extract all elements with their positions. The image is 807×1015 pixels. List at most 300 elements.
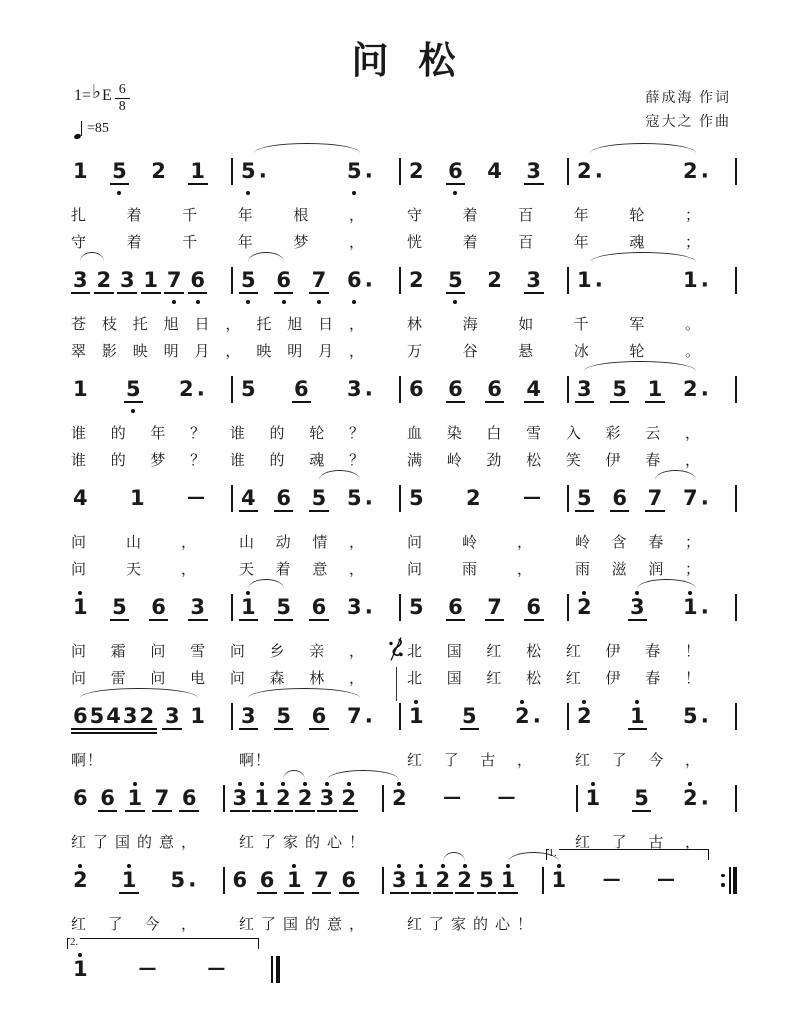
note	[298, 780, 313, 824]
note-digit: 1	[551, 867, 567, 892]
note-digit: 1	[143, 267, 159, 292]
key-prefix: 1=	[74, 87, 92, 105]
eighth-underline	[230, 810, 250, 812]
eighth-underline	[575, 401, 595, 403]
note-digit: 6	[487, 376, 502, 401]
measure	[401, 698, 567, 742]
octave-up-dot	[397, 780, 401, 787]
dot-after: ·	[364, 272, 373, 298]
note	[241, 262, 256, 306]
note-digit: 7	[647, 485, 663, 510]
note	[683, 589, 709, 633]
octave-up-dot	[347, 780, 351, 787]
octave-up-dot	[414, 698, 418, 705]
note	[448, 371, 463, 415]
eighth-underline	[117, 292, 137, 294]
note-digit: 5	[241, 158, 256, 183]
measure	[65, 480, 231, 524]
note-digit: 7	[166, 267, 182, 292]
note-digit: 3	[630, 594, 645, 619]
note-digit: 5	[311, 485, 327, 510]
final-barline	[271, 956, 280, 983]
note	[312, 480, 327, 524]
measure	[65, 698, 231, 742]
eighth-underline	[152, 810, 172, 812]
note	[182, 780, 197, 824]
note-digit: 5	[409, 485, 424, 510]
note-digit: 6	[232, 867, 248, 892]
measure	[65, 153, 231, 197]
octave-up-dot	[325, 780, 329, 787]
octave-up-dot	[520, 698, 524, 705]
note-digit: 3	[526, 267, 541, 292]
measure	[65, 780, 223, 824]
octave-up-dot	[78, 951, 82, 958]
octave-up-dot	[582, 698, 586, 705]
note	[347, 371, 373, 415]
lyric-line	[65, 315, 737, 335]
notes-row	[65, 262, 737, 308]
measure	[65, 589, 231, 633]
eighth-underline	[524, 619, 544, 621]
note-digit: 2	[179, 376, 194, 401]
eighth-underline	[274, 810, 294, 812]
eighth-underline	[188, 619, 208, 621]
note	[73, 862, 88, 906]
quarter-note-icon	[74, 120, 84, 139]
eighth-underline	[94, 292, 114, 294]
note	[241, 589, 256, 633]
note-digit: 5	[612, 376, 627, 401]
note	[409, 480, 424, 524]
octave-down-dot	[282, 299, 286, 306]
note	[155, 780, 170, 824]
lyric-cell: 啊！	[71, 752, 104, 769]
note-digit: 1	[121, 867, 137, 892]
octave-down-dot	[172, 299, 176, 306]
note	[112, 153, 127, 197]
note	[577, 153, 603, 197]
measure	[569, 262, 735, 306]
eighth-underline	[239, 728, 259, 730]
eighth-underline	[610, 510, 630, 512]
lyric-cell: 雨滋润；	[575, 561, 701, 578]
note-digit: 1	[683, 594, 698, 619]
note-digit: 7	[311, 267, 327, 292]
note-digit: 2	[341, 785, 356, 810]
note-digit: 1	[130, 485, 145, 510]
note-digit: 3	[319, 785, 335, 810]
note	[683, 780, 709, 824]
note	[167, 262, 182, 306]
slur-arc	[590, 252, 696, 262]
octave-down-dot	[453, 299, 457, 306]
dot-after: ·	[364, 381, 373, 407]
note-digit: 5	[112, 158, 127, 183]
ending-bracket	[67, 935, 259, 949]
eighth-underline	[446, 292, 466, 294]
note-digit: 5	[462, 703, 477, 728]
note	[127, 780, 142, 824]
note-digit: 2	[466, 485, 481, 510]
measure	[233, 371, 399, 415]
slur-arc	[327, 770, 399, 780]
note-digit: 6	[190, 267, 205, 292]
note-digit: 6	[73, 785, 88, 810]
notes-row	[65, 698, 737, 744]
beamed-group	[73, 698, 154, 742]
note	[276, 780, 291, 824]
octave-down-dot	[196, 299, 200, 306]
note-digit: 2	[577, 703, 592, 728]
system	[65, 935, 737, 997]
eighth-underline	[455, 892, 475, 894]
slur-arc	[655, 470, 696, 480]
dot-after: ·	[364, 490, 373, 516]
note-digit: 1	[585, 785, 601, 810]
note	[190, 153, 205, 197]
note-digit: 2	[151, 158, 166, 183]
note-digit: 1	[647, 376, 663, 401]
note-digit: 2	[297, 785, 313, 810]
measure	[233, 480, 399, 524]
eighth-underline	[485, 401, 505, 403]
dash-extension	[187, 480, 205, 524]
note	[122, 862, 137, 906]
note	[634, 780, 649, 824]
note	[409, 589, 424, 633]
dot-after: ·	[700, 381, 709, 407]
note-digit: 6	[526, 594, 541, 619]
note-digit: 5	[126, 376, 141, 401]
note	[241, 480, 256, 524]
note	[90, 698, 105, 742]
lyric-cell: 岭含春；	[575, 534, 701, 551]
note	[140, 698, 155, 742]
octave-up-dot	[419, 862, 423, 869]
eighth-underline	[309, 728, 329, 730]
eighth-underline	[524, 183, 544, 185]
note	[612, 371, 627, 415]
note	[586, 780, 601, 824]
lyric-line	[65, 342, 737, 362]
note-digit: 3	[526, 158, 541, 183]
note-digit: 6	[276, 267, 291, 292]
measure	[225, 862, 383, 906]
note-digit: 1	[254, 785, 269, 810]
eighth-underline	[309, 510, 329, 512]
note-digit: 6	[276, 485, 291, 510]
segno-icon	[387, 636, 405, 701]
measure	[401, 262, 567, 306]
note-digit: —	[657, 868, 675, 890]
measure	[569, 589, 735, 633]
note-digit: 4	[487, 158, 502, 183]
note-digit: —	[523, 486, 541, 508]
lyric-cell: 扎着千年根，	[71, 207, 365, 224]
note	[526, 589, 541, 633]
note-digit: 1	[577, 267, 592, 292]
lyric-line	[65, 206, 737, 226]
octave-up-dot	[246, 589, 250, 596]
note-digit: 6	[73, 703, 88, 728]
note	[287, 862, 302, 906]
octave-up-dot	[292, 862, 296, 869]
system	[65, 698, 737, 771]
barline	[735, 267, 737, 294]
note-digit: 1	[73, 594, 88, 619]
lyric-cell: 满岭劲松笑伊春，	[407, 452, 701, 469]
octave-up-dot	[281, 780, 285, 787]
eighth-underline	[446, 619, 466, 621]
note	[526, 153, 541, 197]
notes-row	[65, 480, 737, 526]
note	[347, 262, 373, 306]
note-digit: 6	[409, 376, 424, 401]
note-digit: 2	[276, 785, 291, 810]
note	[347, 698, 373, 742]
note-digit: 2	[577, 594, 592, 619]
note-digit: 1	[500, 867, 516, 892]
system	[65, 262, 737, 362]
note-digit: 6	[612, 485, 627, 510]
note	[577, 589, 592, 633]
note	[233, 862, 248, 906]
eighth-underline	[179, 810, 199, 812]
octave-down-dot	[352, 299, 356, 306]
measure	[65, 371, 231, 415]
note-digit: 3	[346, 594, 362, 619]
score-header	[0, 81, 807, 147]
dot-after: ·	[594, 272, 603, 298]
octave-up-dot	[238, 780, 242, 787]
lyric-cell: 问霜问雪问乡亲，	[71, 643, 365, 660]
note-digit: —	[443, 786, 462, 808]
dash-extension	[498, 780, 516, 824]
note-digit: 2	[683, 158, 698, 183]
note-digit: 2	[139, 703, 155, 728]
eighth-underline	[433, 892, 453, 894]
octave-up-dot	[635, 589, 639, 596]
note-digit: 1	[409, 703, 424, 728]
note-digit: 2	[96, 267, 112, 292]
dot-after: ·	[364, 708, 373, 734]
barline	[735, 594, 737, 621]
eighth-underline	[239, 619, 259, 621]
dash-extension	[139, 951, 157, 995]
note	[479, 862, 494, 906]
slur-arc	[319, 470, 360, 480]
note	[241, 153, 267, 197]
note	[190, 262, 205, 306]
note-digit: 2	[435, 867, 451, 892]
slur-arc	[80, 688, 197, 698]
eighth-underline	[252, 810, 272, 812]
measure	[544, 846, 722, 906]
note-digit: 5	[170, 867, 186, 892]
lyric-cell: 林海如千军。	[407, 316, 701, 333]
eighth-underline	[498, 892, 518, 894]
note	[436, 862, 451, 906]
note-digit: 1	[127, 785, 143, 810]
eighth-underline	[239, 292, 259, 294]
note	[526, 371, 541, 415]
note	[341, 780, 356, 824]
dot-after: ·	[188, 872, 197, 898]
lyric-cell: 血染白雪入彩云，	[407, 425, 701, 442]
note-digit: 6	[259, 867, 275, 892]
note	[552, 862, 567, 906]
slur-arc	[80, 252, 103, 262]
note-digit: 1	[73, 956, 88, 981]
eighth-underline	[149, 619, 169, 621]
measure	[569, 371, 735, 415]
note-digit: 3	[347, 376, 362, 401]
note-digit: 6	[448, 376, 463, 401]
slur-arc	[283, 770, 305, 780]
eighth-underline	[71, 292, 91, 294]
eighth-underline	[309, 619, 329, 621]
note	[612, 480, 627, 524]
note	[526, 262, 541, 306]
eighth-underline	[284, 892, 304, 894]
eighth-underline	[485, 619, 505, 621]
note	[577, 698, 592, 742]
note-digit: 3	[122, 703, 138, 728]
note	[73, 951, 88, 995]
lyric-cell: 红了家的心！	[407, 916, 533, 933]
measure	[65, 935, 271, 995]
dash-extension	[523, 480, 541, 524]
note-digit: 5	[347, 158, 362, 183]
barline	[735, 485, 737, 512]
note-digit: —	[187, 486, 205, 508]
note	[190, 589, 205, 633]
eighth-underline	[477, 892, 497, 894]
eighth-underline	[460, 728, 480, 730]
note-digit: 3	[392, 867, 407, 892]
note-digit: —	[207, 957, 226, 979]
note-digit: 2	[409, 267, 424, 292]
octave-up-dot	[635, 698, 639, 705]
eighth-underline	[339, 810, 359, 812]
system	[65, 371, 737, 471]
note	[179, 371, 205, 415]
song-title: 问松	[351, 41, 486, 82]
note-digit: 4	[526, 376, 541, 401]
note	[276, 262, 291, 306]
note-digit: 3	[232, 785, 248, 810]
note	[123, 698, 138, 742]
eighth-underline	[390, 892, 410, 894]
note-digit: 5	[479, 867, 494, 892]
lyric-line	[65, 560, 737, 580]
note	[392, 862, 407, 906]
eighth-underline	[110, 619, 130, 621]
measure	[401, 589, 567, 633]
dot-after: ·	[364, 163, 373, 189]
flat-icon: ♭	[92, 81, 101, 103]
note	[143, 262, 158, 306]
note	[241, 371, 256, 415]
lyric-cell	[401, 833, 569, 853]
lyric-line	[65, 751, 737, 771]
note-digit: 6	[151, 594, 166, 619]
note-digit: —	[602, 868, 621, 890]
eighth-underline	[239, 510, 259, 512]
octave-down-dot	[246, 190, 250, 197]
octave-down-dot	[131, 408, 135, 415]
dash-extension	[207, 951, 225, 995]
note	[320, 780, 335, 824]
note	[630, 589, 645, 633]
lyric-cell: 红了古，	[575, 834, 701, 851]
note	[683, 371, 709, 415]
note-digit: 1	[683, 267, 698, 292]
system	[65, 780, 737, 853]
note	[487, 153, 502, 197]
note	[347, 589, 373, 633]
octave-down-dot	[453, 190, 457, 197]
note-digit: 3	[577, 376, 592, 401]
note-digit: 6	[294, 376, 309, 401]
note-digit: 5	[448, 267, 463, 292]
note-digit: 7	[682, 485, 698, 510]
lyric-cell: 问雷问电问森林，	[71, 670, 365, 687]
notes-row	[65, 935, 737, 997]
note-digit: 5	[241, 267, 256, 292]
note	[312, 262, 327, 306]
octave-up-dot	[463, 862, 467, 869]
note-digit: 3	[119, 267, 135, 292]
octave-up-dot	[133, 780, 137, 787]
octave-up-dot	[688, 780, 692, 787]
measure	[401, 371, 567, 415]
measure	[225, 780, 383, 824]
note	[190, 698, 205, 742]
note	[577, 480, 592, 524]
measure	[233, 153, 399, 197]
note-digit: 7	[154, 785, 170, 810]
eighth-underline	[292, 401, 312, 403]
note	[501, 862, 516, 906]
note	[630, 698, 645, 742]
key-signature	[74, 81, 130, 112]
dot-after: ·	[700, 708, 709, 734]
note-digit: 1	[190, 158, 205, 183]
eighth-underline	[524, 292, 544, 294]
ending-number: 2.	[70, 935, 79, 948]
note	[73, 589, 88, 633]
measure	[401, 480, 567, 524]
lyric-cell: 红了古，	[407, 752, 533, 769]
dot-after: ·	[532, 708, 541, 734]
key-tonic: E	[102, 87, 112, 105]
note	[314, 862, 329, 906]
dot-after: ·	[700, 490, 709, 516]
note-digit: 6	[100, 785, 115, 810]
eighth-underline	[610, 401, 630, 403]
barline	[735, 785, 737, 812]
note	[254, 780, 269, 824]
dot-after: ·	[700, 163, 709, 189]
eighth-underline	[110, 183, 130, 185]
note-digit: 1	[286, 867, 302, 892]
note	[165, 698, 180, 742]
note	[73, 371, 88, 415]
note-digit: 6	[311, 594, 327, 619]
note	[487, 589, 502, 633]
